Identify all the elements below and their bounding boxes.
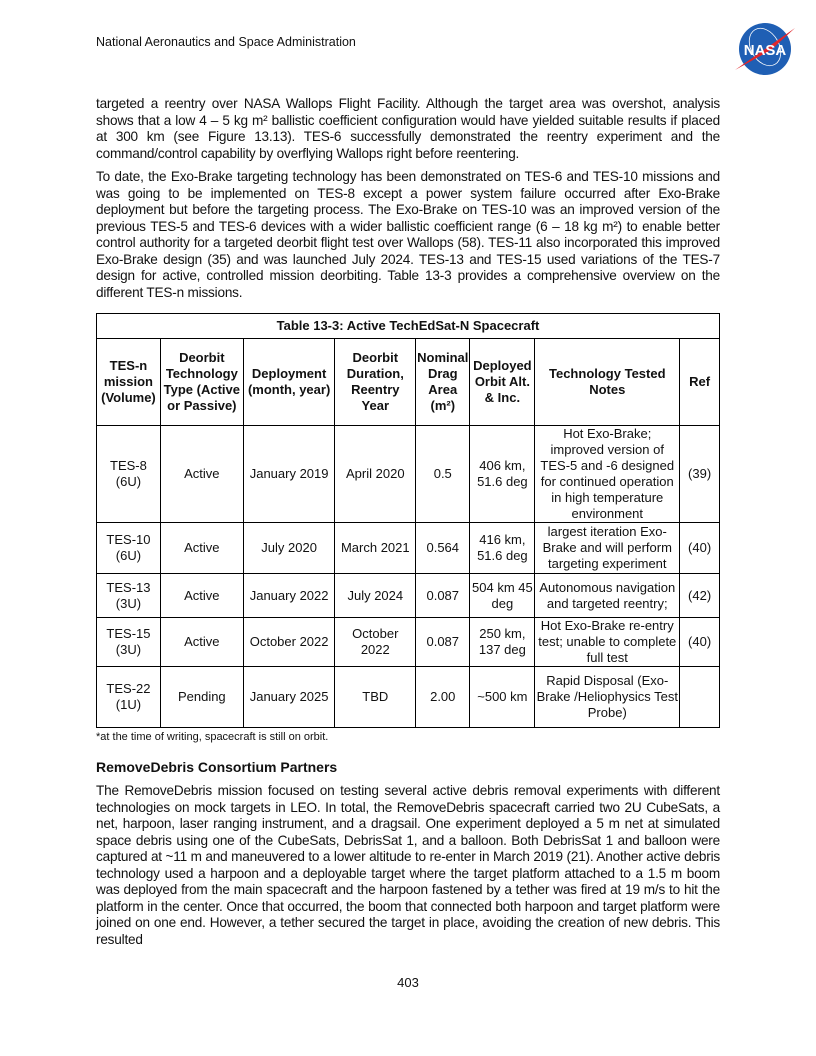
table-cell: March 2021 [335,523,416,574]
table-cell [680,667,720,728]
table-cell: Autonomous navigation and targeted reentry; [535,574,680,618]
column-header: Deorbit Technology Type (Active or Passive) [160,339,243,426]
table-cell: July 2024 [335,574,416,618]
table-cell: January 2022 [243,574,335,618]
column-header: Nominal Drag Area (m²) [416,339,470,426]
table-cell: largest iteration Exo-Brake and will perform targeting experiment [535,523,680,574]
section-heading: RemoveDebris Consortium Partners [96,759,338,775]
table-cell: 0.087 [416,574,470,618]
paragraph: To date, the Exo-Brake targeting technology has been demonstrated on TES-6 and TES-10 missions and was going to be implemented on TES-8 except a power system failure occurred after Exo-Brake deployment but before the targeting process. The Exo-Brake on TES-10 was an improved version of the previous TES-5 and TES-6 devices with a wider ballistic coefficient range (6 – 18 kg m²) to enable better control authority for a targeted deorbit flight test over Wallops (58). TES-11 also incorporated this improved Exo-Brake design (35) and was launched July 2024. TES-13 and TES-15 used variations of the TES-7 design for active, controlled mission deorbiting. Table 13-3 provides a comprehensive overview on the different TES-n missions. [96,169,720,300]
column-header: TES-n mission (Volume) [97,339,161,426]
column-header: Technology Tested Notes [535,339,680,426]
table-cell: Hot Exo-Brake re-entry test; unable to complete full test [535,618,680,667]
table-cell: TES-22 (1U) [97,667,161,728]
table-cell: TES-13 (3U) [97,574,161,618]
table-cell: 0.5 [416,426,470,523]
table-cell: (39) [680,426,720,523]
table-cell: TES-10 (6U) [97,523,161,574]
table-title: Table 13-3: Active TechEdSat-N Spacecraft [97,314,720,339]
table-row [97,667,720,728]
body-text-top [96,96,720,308]
svg-text:NASA: NASA [743,42,787,59]
table-cell: Hot Exo-Brake; improved version of TES-5 and -6 designed for continued operation in high temperature environment [535,426,680,523]
table-cell: (40) [680,523,720,574]
table-cell: TES-15 (3U) [97,618,161,667]
table-cell: TBD [335,667,416,728]
table-cell: TES-8 (6U) [97,426,161,523]
table-cell: Rapid Disposal (Exo-Brake /Heliophysics Test Probe) [535,667,680,728]
column-header: Deployed Orbit Alt. & Inc. [470,339,535,426]
table-cell: (42) [680,574,720,618]
column-header: Ref [680,339,720,426]
table-row [97,574,720,618]
table-header-row [97,339,720,426]
nasa-logo-icon [731,20,799,78]
table-cell: 0.087 [416,618,470,667]
table-cell: April 2020 [335,426,416,523]
table-row [97,523,720,574]
paragraph: targeted a reentry over NASA Wallops Flight Facility. Although the target area was overshot, analysis shows that a low 4 – 5 kg m² ballistic coefficient configuration would have yielded suitable results if placed at 300 km (see Figure 13.13). TES-6 successfully demonstrated the reentry experiment and the command/control capability by overflying Wallops right before reentering. [96,96,720,161]
table-cell: October 2022 [243,618,335,667]
table-cell: Pending [160,667,243,728]
table-cell: 2.00 [416,667,470,728]
running-header: National Aeronautics and Space Administration [96,35,356,49]
page-number: 403 [397,975,419,990]
table-cell: July 2020 [243,523,335,574]
table-cell: Active [160,523,243,574]
table-cell: ~500 km [470,667,535,728]
table-cell: 504 km 45 deg [470,574,535,618]
table-cell: Active [160,618,243,667]
table-cell: 250 km, 137 deg [470,618,535,667]
paragraph: The RemoveDebris mission focused on testing several active debris removal experiments with different technologies on mock targets in LEO. In total, the RemoveDebris spacecraft carried two 2U CubeSats, a net, harpoon, laser ranging instrument, and a dragsail. One experiment deployed a 5 m net at simulated space debris using one of the CubeSats, DebrisSat 1, and a balloon. Both DebrisSat 1 and balloon were captured at ~11 m and maneuvered to a lower altitude to re-enter in March 2019 (21). Another active debris technology used a harpoon and a deployable target where the target platform attached to a 1.5 m boom was deployed from the main spacecraft and the harpoon fastened by a tether was fired at 19 m/s to hit the platform in the center. Once that occurred, the boom that connected both harpoon and target platform were joined on one end. However, a tether secured the target in place, avoiding the creation of new debris. This resulted [96,783,720,947]
table-cell: October 2022 [335,618,416,667]
column-header: Deployment (month, year) [243,339,335,426]
table-cell: Active [160,426,243,523]
table-cell: January 2019 [243,426,335,523]
table-footnote: *at the time of writing, spacecraft is still on orbit. [96,731,329,743]
column-header: Deorbit Duration, Reentry Year [335,339,416,426]
table-cell: 0.564 [416,523,470,574]
table-cell: (40) [680,618,720,667]
body-text-bottom [96,783,720,955]
tes-missions-table [96,313,720,728]
table-cell: 416 km, 51.6 deg [470,523,535,574]
table-cell: Active [160,574,243,618]
table-row [97,426,720,523]
table-cell: 406 km, 51.6 deg [470,426,535,523]
table-row [97,618,720,667]
table-cell: January 2025 [243,667,335,728]
